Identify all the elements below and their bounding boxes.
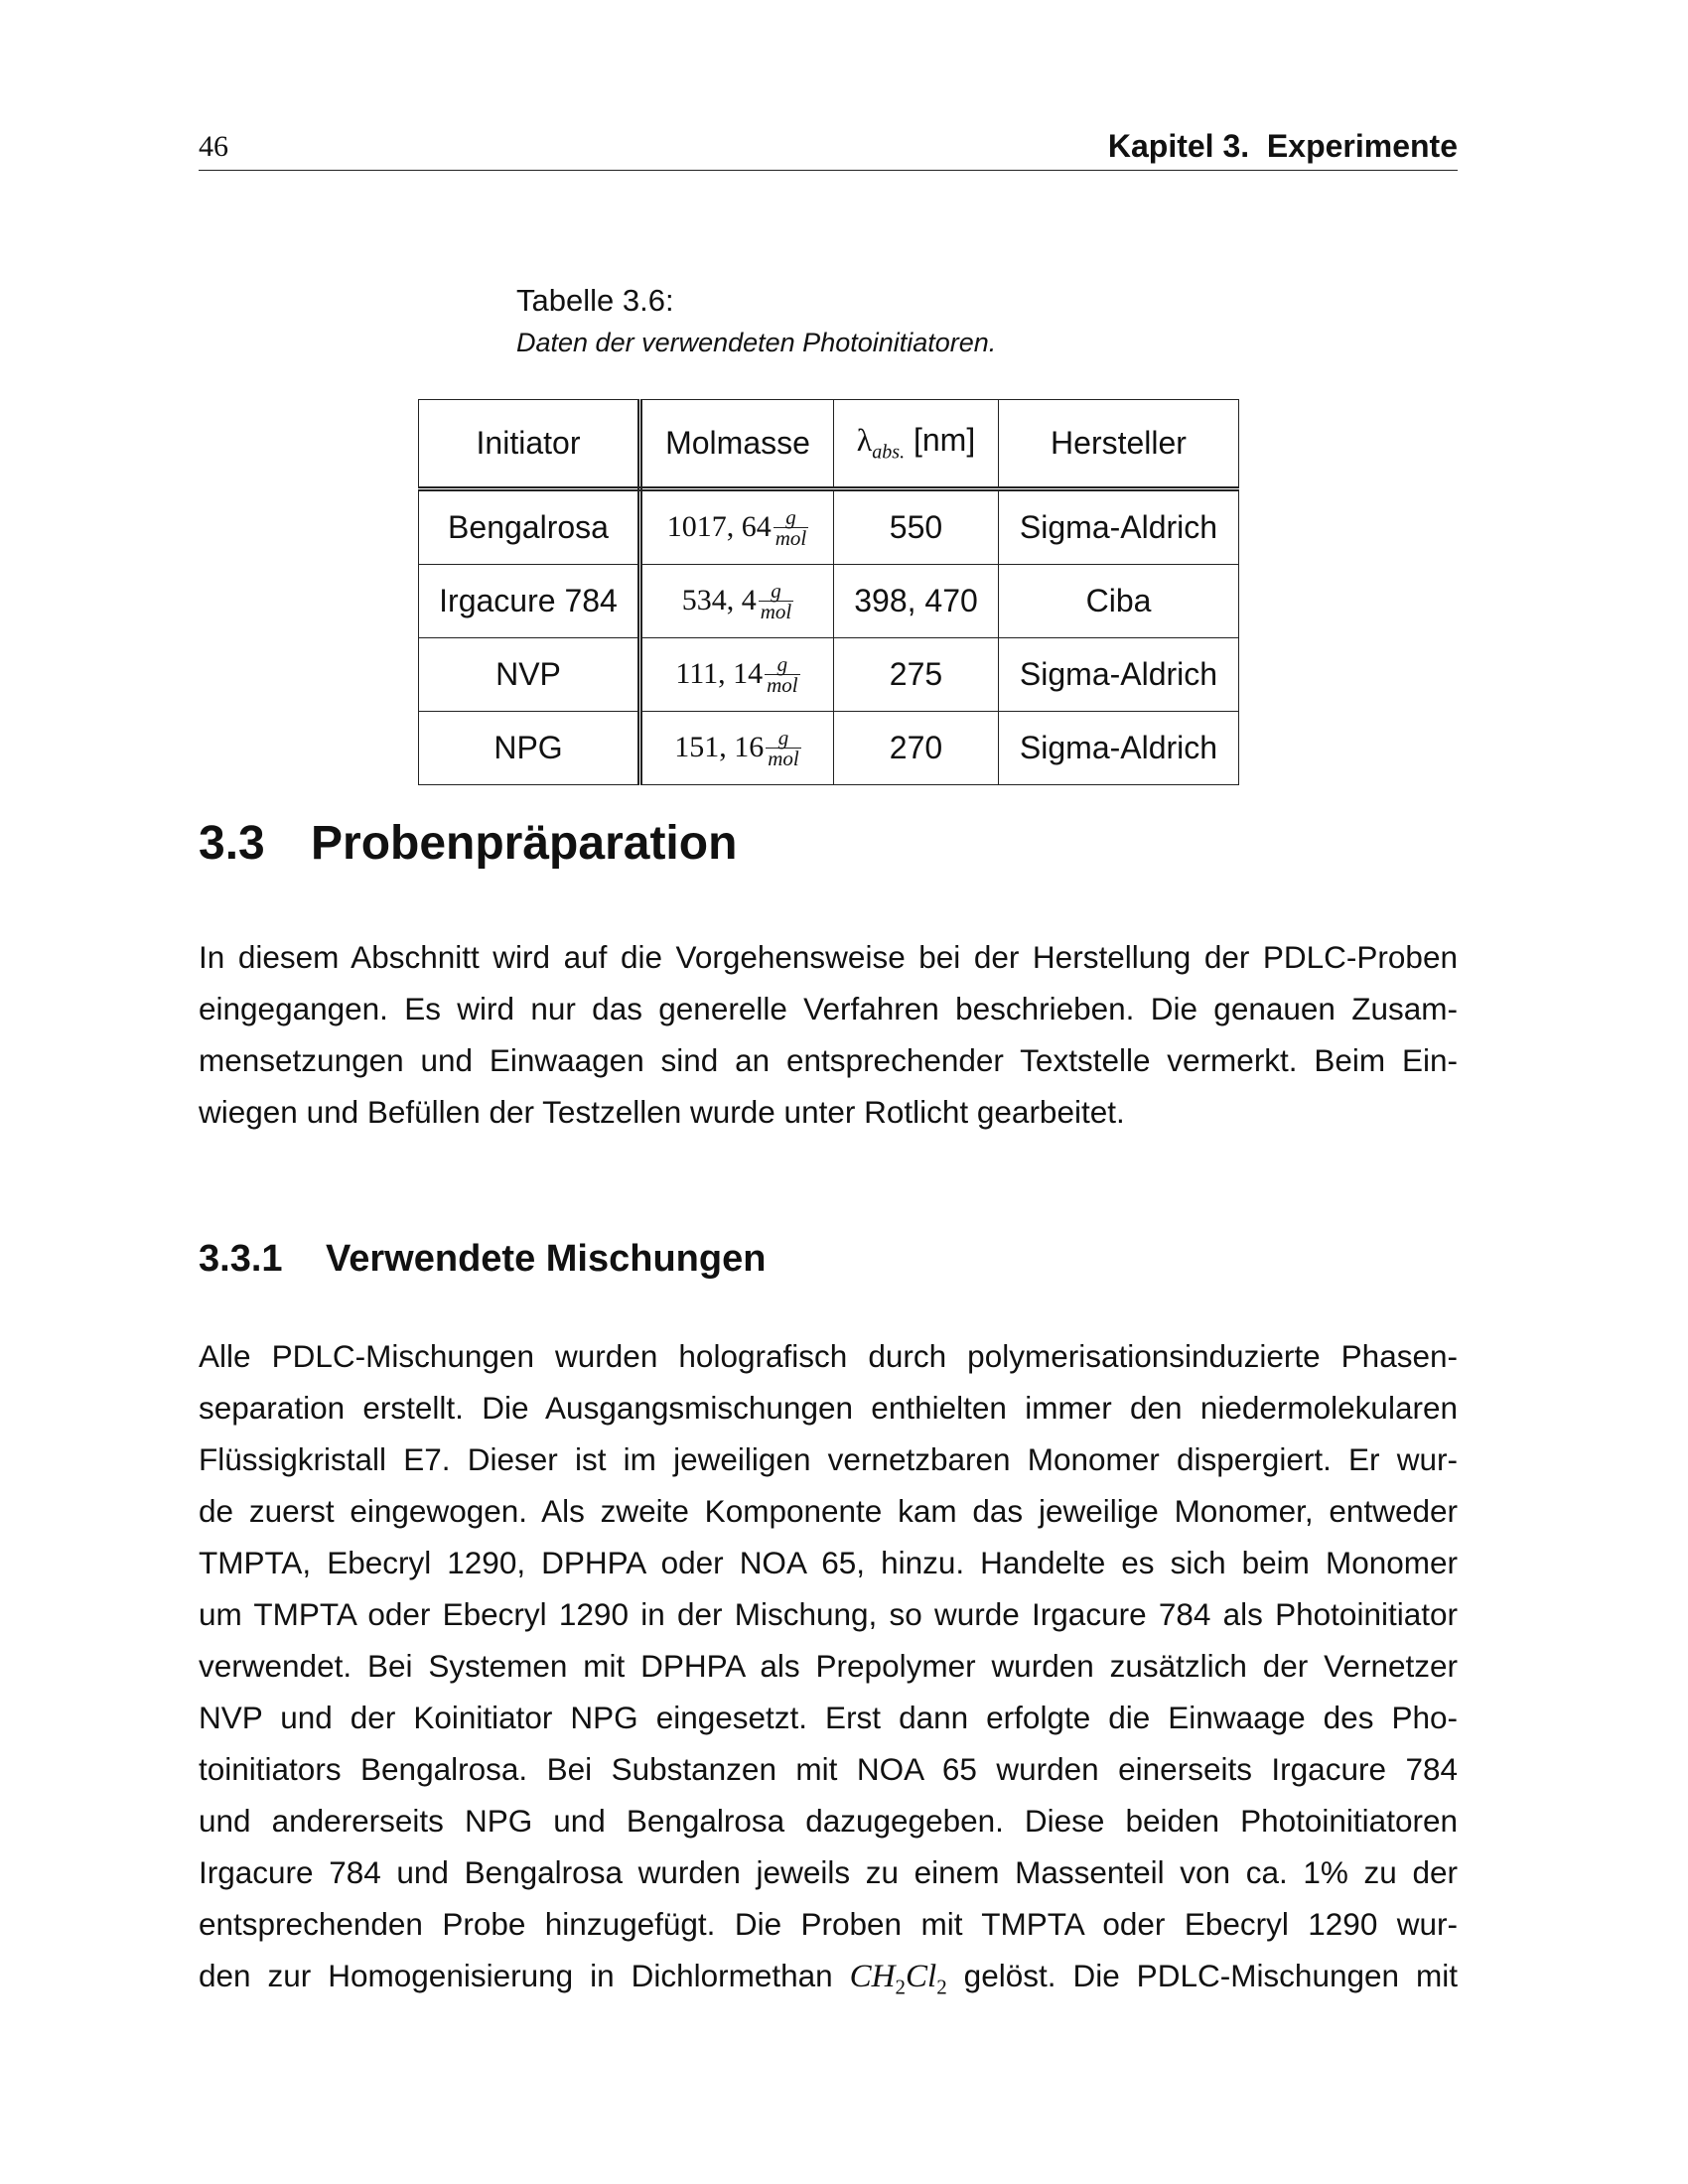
cell-hersteller: Ciba <box>999 565 1239 638</box>
cell-molmasse <box>640 565 834 638</box>
section-title: Probenpräparation <box>311 817 738 870</box>
lambda-unit: [nm] <box>905 422 976 459</box>
unit-numerator: g <box>771 579 781 604</box>
paragraph-line: In diesem Abschnitt wird auf die Vorgehensweise bei der Herstellung der PDLC-Proben <box>199 939 1458 975</box>
formula-sub-2b: 2 <box>936 1975 947 1999</box>
section-number: 3.3 <box>199 817 265 870</box>
unit-numerator: g <box>785 505 796 530</box>
subsection-title: Verwendete Mischungen <box>326 1238 767 1280</box>
molmasse-value: 111, 14 <box>675 656 764 690</box>
paragraph-line: Irgacure 784 und Bengalrosa wurden jeweils zu einem Massenteil von ca. 1% zu der <box>199 1854 1458 1890</box>
paragraph-line: TMPTA, Ebecryl 1290, DPHPA oder NOA 65, hinzu. Handelte es sich beim Monomer <box>199 1545 1458 1580</box>
table-row <box>419 565 1239 638</box>
paragraph-line: Flüssigkristall E7. Dieser ist im jeweiligen vernetzbaren Monomer dispergiert. Er wur- <box>199 1441 1458 1477</box>
paragraph-line: um TMPTA oder Ebecryl 1290 in der Mischung, so wurde Irgacure 784 als Photoinitiator <box>199 1596 1458 1632</box>
table-row <box>419 712 1239 785</box>
cell-initiator: Bengalrosa <box>419 489 640 565</box>
running-head: Kapitel 3. Experimente <box>1107 128 1458 164</box>
table-caption <box>516 282 996 361</box>
unit-denominator: mol <box>774 526 807 551</box>
molmasse-value: 151, 16 <box>674 730 765 763</box>
lambda-symbol: λ <box>856 422 873 459</box>
header-hersteller: Hersteller <box>999 400 1239 489</box>
cell-hersteller: Sigma-Aldrich <box>999 638 1239 712</box>
molmasse-value: 534, 4 <box>681 583 757 616</box>
text-before-formula: den zur Homogenisierung in Dichlormethan <box>199 1958 850 1993</box>
paragraph-line: toinitiators Bengalrosa. Bei Substanzen mit NOA 65 wurden einerseits Irgacure 784 <box>199 1751 1458 1787</box>
subsection-heading <box>199 1235 766 1283</box>
header-rule <box>199 170 1458 171</box>
page-number: 46 <box>199 130 228 163</box>
subsection-paragraph <box>199 1330 1458 2013</box>
cell-lambda: 398, 470 <box>834 565 999 638</box>
paragraph-line: verwendet. Bei Systemen mit DPHPA als Prepolymer wurden zusätzlich der Vernetzer <box>199 1648 1458 1684</box>
paragraph-line: entsprechenden Probe hinzugefügt. Die Proben mit TMPTA oder Ebecryl 1290 wur- <box>199 1906 1458 1942</box>
paragraph-line: Alle PDLC-Mischungen wurden holografisch durch polymerisationsinduzierte Phasen- <box>199 1338 1458 1374</box>
header-molmasse: Molmasse <box>640 400 834 489</box>
paragraph-line: separation erstellt. Die Ausgangsmischungen enthielten immer den niedermolekularen <box>199 1390 1458 1426</box>
paragraph-line-with-formula <box>199 1950 1458 2013</box>
formula-cl: Cl <box>906 1959 937 1994</box>
cell-molmasse <box>640 712 834 785</box>
unit-fraction <box>766 726 801 771</box>
cell-lambda: 270 <box>834 712 999 785</box>
unit-denominator: mol <box>760 600 792 624</box>
formula-ch: CH <box>849 1959 896 1994</box>
paragraph-line: eingegangen. Es wird nur das generelle Verfahren beschrieben. Die genauen Zusam- <box>199 991 1458 1026</box>
unit-numerator: g <box>776 652 788 677</box>
cell-hersteller: Sigma-Aldrich <box>999 712 1239 785</box>
text-after-formula: gelöst. Die PDLC-Mischungen mit <box>946 1958 1459 1993</box>
table-caption-text: Daten der verwendeten Photoinitiatoren. <box>516 328 997 357</box>
paragraph-line: de zuerst eingewogen. Als zweite Komponente kam das jeweilige Monomer, entweder <box>199 1493 1458 1529</box>
cell-lambda: 550 <box>834 489 999 565</box>
section-paragraph <box>199 931 1458 1138</box>
header-initiator: Initiator <box>419 400 640 489</box>
unit-numerator: g <box>777 726 789 751</box>
chemical-formula <box>849 1959 947 1999</box>
lambda-subscript: abs. <box>872 441 906 464</box>
cell-hersteller: Sigma-Aldrich <box>999 489 1239 565</box>
table-header-row <box>419 400 1239 489</box>
unit-fraction <box>759 579 794 624</box>
paragraph-line: und andererseits NPG und Bengalrosa dazugegeben. Diese beiden Photoinitiatoren <box>199 1803 1458 1839</box>
table-caption-label: Tabelle 3.6: <box>516 283 674 318</box>
cell-molmasse <box>640 489 834 565</box>
unit-fraction <box>774 505 809 551</box>
cell-initiator: NPG <box>419 712 640 785</box>
section-heading <box>199 814 737 874</box>
paragraph-line: mensetzungen und Einwaagen sind an entsprechender Textstelle vermerkt. Beim Ein- <box>199 1042 1458 1078</box>
unit-denominator: mol <box>767 673 798 698</box>
header-lambda <box>834 400 999 489</box>
table-row <box>419 489 1239 565</box>
cell-molmasse <box>640 638 834 712</box>
paragraph-line: NVP und der Koinitiator NPG eingesetzt. Erst dann erfolgte die Einwaage des Pho- <box>199 1700 1458 1735</box>
molmasse-value: 1017, 64 <box>666 509 772 543</box>
paragraph-line: wiegen und Befüllen der Testzellen wurde unter Rotlicht gearbeitet. <box>199 1094 1125 1130</box>
unit-fraction <box>765 652 800 698</box>
cell-initiator: Irgacure 784 <box>419 565 640 638</box>
unit-denominator: mol <box>768 747 799 771</box>
cell-initiator: NVP <box>419 638 640 712</box>
table-row <box>419 638 1239 712</box>
formula-sub-2: 2 <box>895 1975 907 1999</box>
photoinitiator-table <box>418 399 1239 785</box>
cell-lambda: 275 <box>834 638 999 712</box>
subsection-number: 3.3.1 <box>199 1238 283 1280</box>
